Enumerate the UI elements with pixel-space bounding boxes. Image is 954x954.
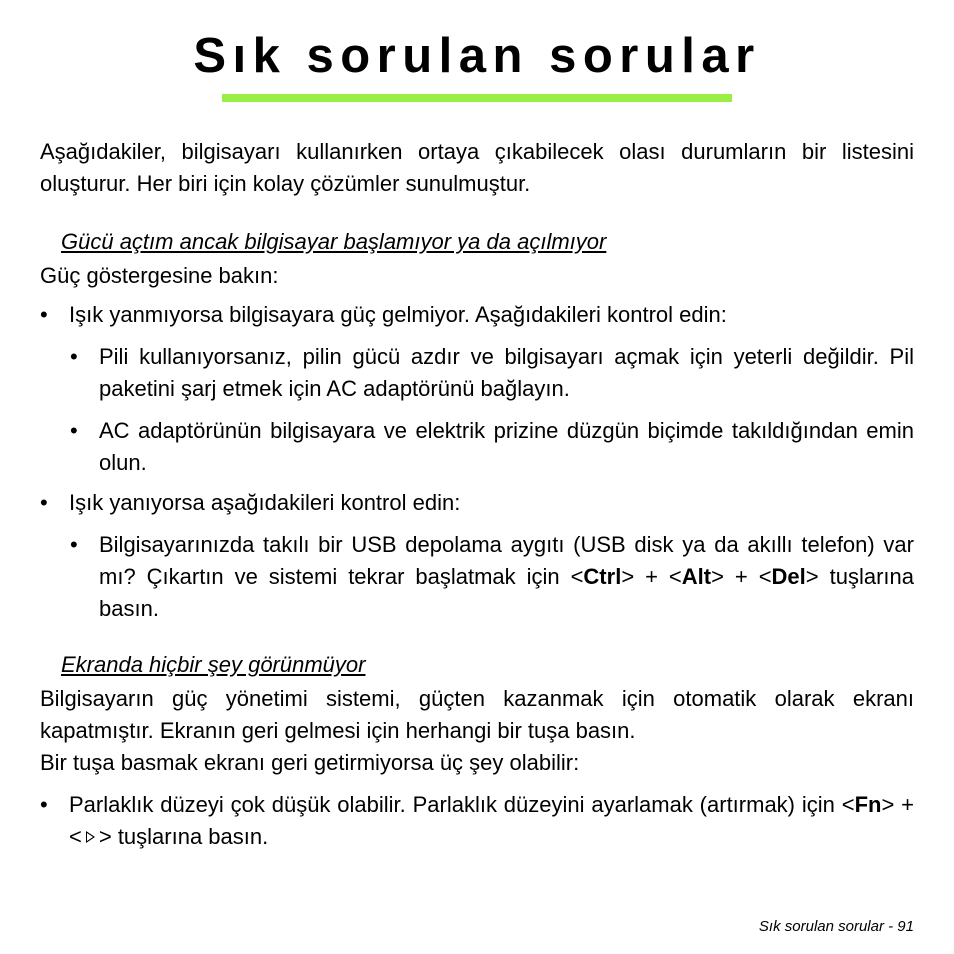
bullet: • xyxy=(70,344,78,369)
right-triangle-outline-icon xyxy=(86,831,95,843)
list-item xyxy=(40,299,914,331)
section-heading-power: Gücü açtım ancak bilgisayar başlamıyor ya da açılmıyor xyxy=(61,229,607,254)
bullet: • xyxy=(40,302,48,327)
content xyxy=(40,136,914,853)
list-item xyxy=(40,487,914,519)
screen-paragraph-1: Bilgisayarın güç yönetimi sistemi, güçten kazanmak için otomatik olarak ekranı kapatmıştır. Ekranın geri gelmesi için herhangi bir tuşa basın. xyxy=(40,686,914,743)
screen-paragraph-2: Bir tuşa basmak ekranı geri getirmiyorsa üç şey olabilir: xyxy=(40,750,580,775)
list-item-text: Işık yanmıyorsa bilgisayara güç gelmiyor. Aşağıdakileri kontrol edin: xyxy=(69,302,727,327)
list-item-text: AC adaptörünün bilgisayara ve elektrik prizine düzgün biçimde takıldığından emin olun. xyxy=(99,418,914,475)
list-item-text: Parlaklık düzeyi çok düşük olabilir. Parlaklık düzeyini ayarlamak (artırmak) için <Fn> + < > tuşlarına basın. xyxy=(69,792,914,849)
list-item xyxy=(40,529,914,625)
fn-key: Fn xyxy=(854,792,882,817)
title-underline xyxy=(222,94,732,102)
list-item xyxy=(40,341,914,405)
screen-list xyxy=(40,789,914,853)
bullet: • xyxy=(40,490,48,515)
section-heading-screen: Ekranda hiçbir şey görünmüyor xyxy=(61,652,366,677)
list-item-text: Işık yanıyorsa aşağıdakileri kontrol edin: xyxy=(69,490,461,515)
bullet: • xyxy=(40,792,48,817)
page-footer: Sık sorulan sorular - 91 xyxy=(758,918,914,935)
power-lead: Güç göstergesine bakın: xyxy=(40,263,279,288)
list-item-text: Pili kullanıyorsanız, pilin gücü azdır ve bilgisayarı açmak için yeterli değildir. Pil paketini şarj etmek için AC adaptörünü bağlayın. xyxy=(99,344,914,401)
del-key: Del xyxy=(771,564,806,589)
power-list xyxy=(40,299,914,625)
page-title: Sık sorulan sorular xyxy=(193,29,761,83)
bullet: • xyxy=(70,418,78,443)
ctrl-key: Ctrl xyxy=(583,564,622,589)
alt-key: Alt xyxy=(681,564,712,589)
list-item xyxy=(40,789,914,853)
intro-paragraph: Aşağıdakiler, bilgisayarı kullanırken ortaya çıkabilecek olası durumların bir listesini oluşturur. Her biri için kolay çözümler sunulmuştur. xyxy=(40,139,914,196)
bullet: • xyxy=(70,532,78,557)
list-item xyxy=(40,415,914,479)
list-item-text: Bilgisayarınızda takılı bir USB depolama aygıtı (USB disk ya da akıllı telefon) var mı? Çıkartın ve sistemi tekrar başlatmak için <Ctrl> + <Alt> + <Del> tuşlarına basın. xyxy=(99,532,914,621)
